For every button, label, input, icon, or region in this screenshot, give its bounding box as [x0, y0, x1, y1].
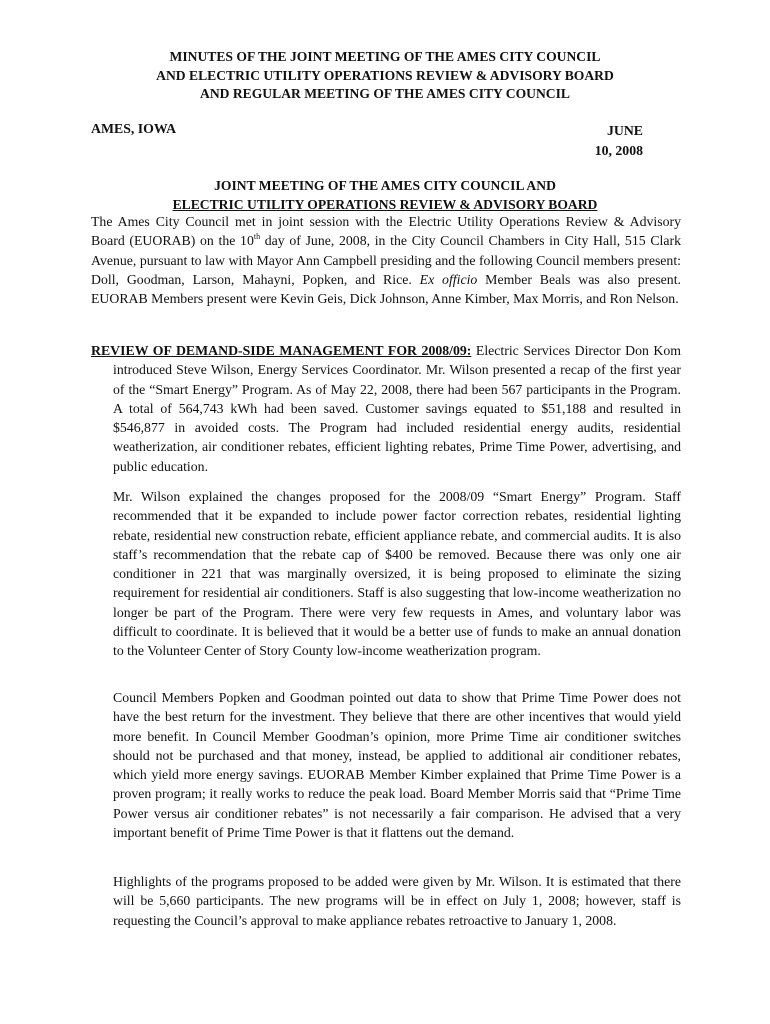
section-heading-line-1: JOINT MEETING OF THE AMES CITY COUNCIL AND — [214, 178, 556, 193]
title-line-3: AND REGULAR MEETING OF THE AMES CITY COUNCIL — [200, 86, 570, 102]
date-line-1: JUNE — [606, 123, 643, 138]
intro-text-3: Member Beals was also present. EUORAB Members present were Kevin Geis, Dick Johnson, Anne Kimber, Max Morris, and Ron Nelson. — [91, 271, 681, 307]
minutes-title — [90, 48, 680, 104]
dsm-text: Electric Services Director Don Kom introduced Steve Wilson, Energy Services Coordinator. Mr. Wilson presented a recap of the first year of the “Smart Energy” Program. As of May 22, 2008, there had been 567 participants in the Program. A total of 564,743 kWh had been saved. Customer savings equated to $51,188 and resulted in $546,877 in avoided costs. The Program had included residential energy audits, residential weatherization, air conditioner rebates, efficient lighting rebates, Prime Time Power, advertising, and public education. — [113, 343, 681, 474]
ordinal-suffix: th — [253, 232, 261, 242]
intro-paragraph — [91, 212, 681, 308]
intro-text-2: day of June, 2008, in the City Council Chambers in City Hall, 515 Clark Avenue, pursuant to law with Mayor Ann Campbell presiding and the following Council members present: Doll, Goodman, Larson, Mahayni, Popken, and Rice. — [91, 233, 681, 287]
title-line-2: AND ELECTRIC UTILITY OPERATIONS REVIEW & ADVISORY BOARD — [156, 67, 614, 83]
meeting-date — [595, 121, 643, 161]
section-heading-line-2: ELECTRIC UTILITY OPERATIONS REVIEW & ADVISORY BOARD — [172, 197, 598, 212]
dsm-paragraph — [91, 341, 681, 476]
program-highlights-paragraph: Highlights of the programs proposed to be added were given by Mr. Wilson. It is estimated that there will be 5,660 participants. The new programs will be in effect on July 1, 2008; however, staff is requesting the Council’s approval to make appliance rebates retroactive to January 1, 2008. — [113, 874, 681, 928]
staff-recommendation-paragraph: Mr. Wilson explained the changes proposed for the 2008/09 “Smart Energy” Program. Staff recommended that it be expanded to include power factor correction rebates, residential lighting rebate, residential new construction rebate, efficient appliance rebate, and commercial audits. It is also staff’s recommendation that the rebate cap of $400 be removed. Because there was only one air conditioner in 221 that was marginally oversized, it is being proposed to eliminate the sizing requirement for residential air conditioners. Staff is also suggesting that low-income weatherization no longer be part of the Program. There were very few requests in Ames, and voluntary labor was difficult to coordinate. It is believed that it would be a better use of funds to make an annual donation to the Volunteer Center of Story County low-income weatherization program. — [113, 489, 681, 659]
meeting-location: AMES, IOWA — [91, 121, 177, 136]
date-line-2: 10, 2008 — [594, 143, 643, 158]
title-line-1: MINUTES OF THE JOINT MEETING OF THE AMES CITY COUNCIL — [169, 49, 601, 64]
council-discussion-paragraph: Council Members Popken and Goodman pointed out data to show that Prime Time Power does not have the best return for the investment. They believe that there are other incentives that would yield more benefit. In Council Member Goodman’s opinion, more Prime Time air conditioner switches should not be purchased and that money, instead, be applied to additional air conditioner rebates, which yield more energy savings. EUORAB Member Kimber explained that Prime Time Power is a proven program; it really works to reduce the peak load. Board Member Morris said that “Prime Time Power versus air conditioner rebates” is not necessarily a fair comparison. He advised that a very important benefit of Prime Time Power is that it flattens out the demand. — [113, 690, 681, 841]
ex-officio-italic: Ex officio — [419, 271, 478, 287]
intro-text-1: The Ames City Council met in joint session with the Electric Utility Operations Review & Advisory Board (EUORAB) on the 10 — [91, 214, 681, 249]
dsm-hanging-block — [91, 341, 681, 476]
section-heading — [90, 176, 680, 214]
dsm-heading: REVIEW OF DEMAND-SIDE MANAGEMENT FOR 2008/09: — [91, 343, 472, 358]
